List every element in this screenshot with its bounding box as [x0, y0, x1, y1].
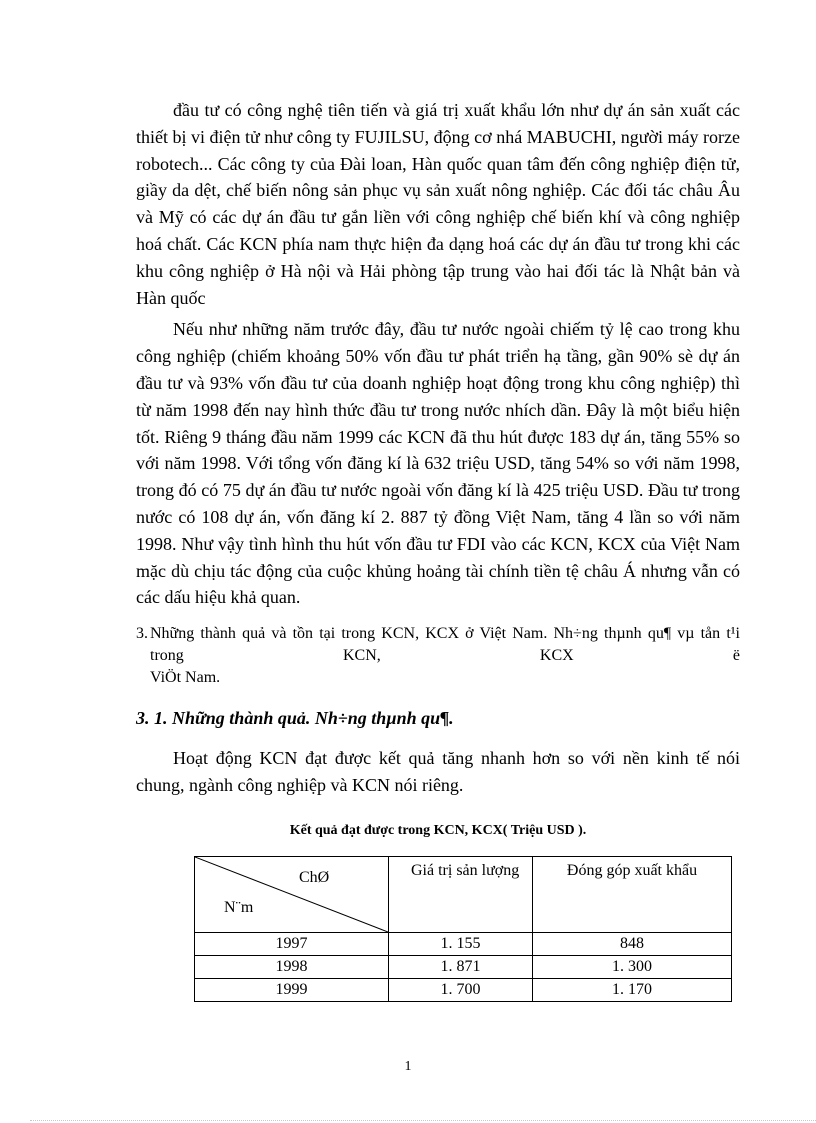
- table-header-row: [195, 857, 732, 933]
- cell-export: 1. 170: [533, 979, 732, 1002]
- page-number: 1: [404, 1059, 412, 1074]
- results-table: [194, 856, 732, 1002]
- table-row: [195, 979, 732, 1002]
- cell-export: 1. 300: [533, 956, 732, 979]
- paragraph-investment-partners: đầu tư có công nghệ tiên tiến và giá trị xuất khẩu lớn như dự án sản xuất các thiết bị vi điện tử như công ty FUJILSU, động cơ nhá MABUCHI, người máy rorze robotech... Các công ty của Đài loan, Hàn quốc quan tâm đến công nghiệp điện tử, giầy da dệt, chế biến nông sản phục vụ sản xuất nông nghiệp. Các đối tác châu Âu và Mỹ có các dự án đầu tư gắn liền với công nghiệp chế biến khí và công nghiệp hoá chất. Các KCN phía nam thực hiện đa dạng hoá các dự án đầu tư trong khi các khu công nghiệp ở Hà nội và Hải phòng tập trung vào hai đối tác là Nhật bản và Hàn quốc: [136, 100, 740, 308]
- corner-label-top: ChØ: [299, 869, 330, 886]
- cell-output: 1. 871: [389, 956, 533, 979]
- section-3-1-heading: 3. 1. Những thành quả. Nh÷ng thµnh qu¶.: [136, 708, 454, 729]
- table-corner-cell: [195, 857, 389, 933]
- section-3-title-line2: ViÖt Nam.: [150, 669, 221, 687]
- table-caption: Kết quả đạt được trong KCN, KCX( Triệu USD ).: [289, 822, 587, 838]
- section-3-heading: [136, 623, 740, 667]
- cell-year: 1997: [195, 933, 389, 956]
- page-footer-rule: [30, 1120, 816, 1121]
- diagonal-divider: [195, 857, 388, 932]
- cell-export: 848: [533, 933, 732, 956]
- cell-output: 1. 155: [389, 933, 533, 956]
- table-row: [195, 933, 732, 956]
- corner-label-bottom: N¨m: [224, 899, 254, 916]
- cell-output: 1. 700: [389, 979, 533, 1002]
- col-header-output: Giá trị sản lượng: [389, 857, 533, 933]
- col-header-export: Đóng góp xuất khẩu: [533, 857, 732, 933]
- section-3-title-line1: Những thành quả và tồn tại trong KCN, KCX ở Việt Nam. Nh÷ng thµnh qu¶ vµ tån t¹i trong KCN, KCX ë: [150, 625, 740, 665]
- table-row: [195, 956, 732, 979]
- section-3-number: 3.: [136, 625, 148, 643]
- cell-year: 1998: [195, 956, 389, 979]
- page-content: [136, 97, 740, 841]
- paragraph-domestic-investment: Nếu như những năm trước đây, đầu tư nước ngoài chiếm tỷ lệ cao trong khu công nghiệp (chiếm khoảng 50% vốn đầu tư phát triển hạ tầng, gần 90% sè dự án đầu tư và 93% vốn đầu tư của doanh nghiệp hoạt động trong khu công nghiệp) thì từ năm 1998 đến nay hình thức đầu tư trong nước nhích dần. Đây là một biểu hiện tốt. Riêng 9 tháng đầu năm 1999 các KCN đã thu hút được 183 dự án, tăng 55% so với năm 1998. Với tổng vốn đăng kí là 632 triệu USD, tăng 54% so với năm 1998, trong đó có 75 dự án đầu tư nước ngoài vốn đăng kí là 425 triệu USD. Đầu tư trong nước có 108 dự án, vốn đăng kí 2. 887 tỷ đồng Việt Nam, tăng 4 lần so với năm 1998. Như vậy tình hình thu hút vốn đầu tư FDI vào các KCN, KCX của Việt Nam mặc dù chịu tác động của cuộc khủng hoảng tài chính tiền tệ châu Á nhưng vẫn có các dấu hiệu khả quan.: [136, 319, 740, 608]
- paragraph-kcn-results: Hoạt động KCN đạt được kết quả tăng nhanh hơn so với nền kinh tế nói chung, ngành công nghiệp và KCN nói riêng.: [136, 748, 740, 795]
- cell-year: 1999: [195, 979, 389, 1002]
